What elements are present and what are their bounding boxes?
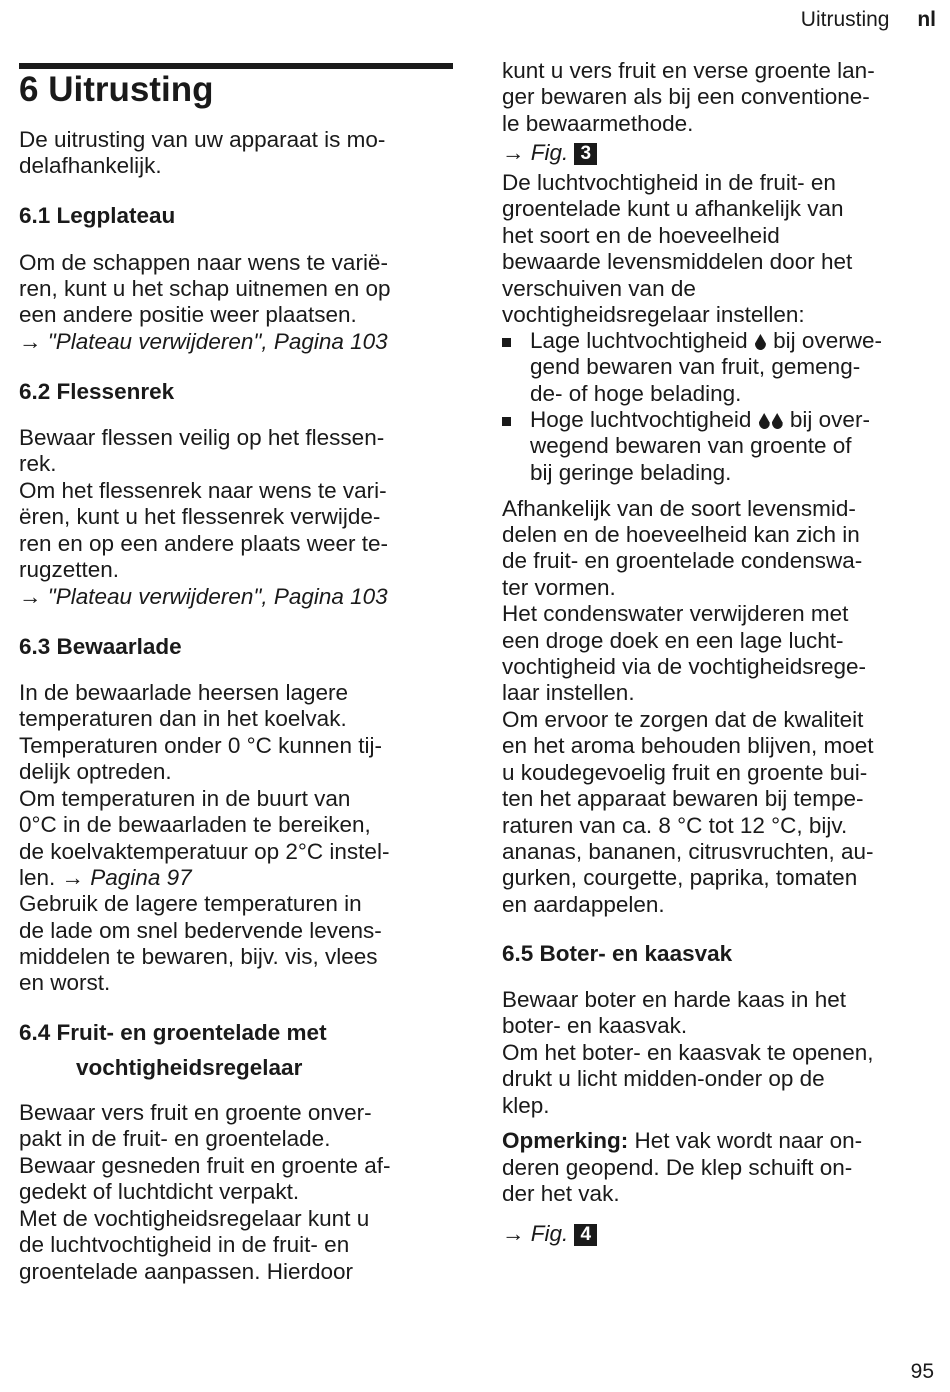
text-line: ananas, bananen, citrusvruchten, au- <box>502 839 874 864</box>
list-item <box>502 407 942 487</box>
text-line: gedekt of luchtdicht verpakt. <box>19 1179 300 1204</box>
text-line: en het aroma behouden blijven, moet <box>502 733 874 758</box>
text-line: groentelade aanpassen. Hierdoor <box>19 1259 353 1284</box>
text-line: de lade om snel bedervende levens- <box>19 918 382 943</box>
text-line: kunt u vers fruit en verse groente lan- <box>502 58 875 83</box>
text-line: Om ervoor te zorgen dat de kwaliteit <box>502 707 864 732</box>
text-line: verschuiven van de <box>502 276 696 301</box>
text-line: Afhankelijk van de soort levensmid- <box>502 496 856 521</box>
drop-icon <box>759 413 770 429</box>
page-reference-link[interactable]: → "Plateau verwijderen", Pagina 103 <box>19 329 388 354</box>
text-line: groentelade kunt u afhankelijk van <box>502 196 844 221</box>
figure-reference[interactable] <box>502 140 597 166</box>
text-line: u koudegevoelig fruit en groente bui- <box>502 760 868 785</box>
text-line: wegend bewaren van groente of <box>530 433 852 458</box>
text-line: bewaarde levensmiddelen door het <box>502 249 853 274</box>
text-line: Om de schappen naar wens te varië- <box>19 250 388 275</box>
text-line: gend bewaren van fruit, gemeng- <box>530 354 861 379</box>
page-reference-link[interactable]: → "Plateau verwijderen", Pagina 103 <box>19 584 388 609</box>
text-fragment: len. <box>19 865 62 890</box>
note-label: Opmerking: <box>502 1128 629 1153</box>
section-title-6-1: 6.1 Legplateau <box>19 203 176 228</box>
text-line <box>530 407 870 433</box>
text-line: Bewaar vers fruit en groente onver- <box>19 1100 372 1125</box>
header-section: Uitrusting <box>800 8 890 31</box>
section-title-6-3: 6.3 Bewaarlade <box>19 634 182 659</box>
text-line: gurken, courgette, paprika, tomaten <box>502 865 858 890</box>
text-line: der het vak. <box>502 1181 620 1206</box>
text-fragment: Lage luchtvochtigheid <box>530 328 754 353</box>
text-line: en aardappelen. <box>502 892 665 917</box>
text-line: ëren, kunt u het flessenrek verwijde- <box>19 504 381 529</box>
text-line: Gebruik de lagere temperaturen in <box>19 891 362 916</box>
text-line: rek. <box>19 451 57 476</box>
text-line: delafhankelijk. <box>19 153 162 178</box>
text-line: deren geopend. De klep schuift on- <box>502 1155 853 1180</box>
text-line: raturen van ca. 8 °C tot 12 °C, bijv. <box>502 813 848 838</box>
text-line: ren, kunt u het schap uitnemen en op <box>19 276 391 301</box>
drop-icon <box>772 413 783 429</box>
text-line: drukt u licht midden-onder op de <box>502 1066 825 1091</box>
text-line: Om het boter- en kaasvak te openen, <box>502 1040 874 1065</box>
note-line <box>502 1128 862 1154</box>
bullet-square <box>502 338 511 347</box>
list-item <box>502 328 942 408</box>
text-line: de koelvaktemperatuur op 2°C instel- <box>19 839 390 864</box>
figure-ref-label: → Fig. <box>502 1221 569 1246</box>
text-line: een droge doek en een lage lucht- <box>502 628 844 653</box>
text-line: de luchtvochtigheid in de fruit- en <box>19 1232 350 1257</box>
text-line: klep. <box>502 1093 550 1118</box>
text-line: Om temperaturen in de buurt van <box>19 786 351 811</box>
text-line: delijk optreden. <box>19 759 172 784</box>
text-line: temperaturen dan in het koelvak. <box>19 706 347 731</box>
section-title-6-2: 6.2 Flessenrek <box>19 379 175 404</box>
text-line: delen en de hoeveelheid kan zich in <box>502 522 860 547</box>
text-line: ter vormen. <box>502 575 616 600</box>
text-line: Bewaar gesneden fruit en groente af- <box>19 1153 391 1178</box>
text-line <box>530 328 882 354</box>
text-line: en worst. <box>19 970 111 995</box>
text-line: een andere positie weer plaatsen. <box>19 302 357 327</box>
figure-number-badge: 3 <box>574 143 597 165</box>
text-line: rugzetten. <box>19 557 120 582</box>
header-language: nl <box>917 8 936 31</box>
section-title-6-4-cont: vochtigheidsregelaar <box>76 1055 303 1080</box>
text-line: pakt in de fruit- en groentelade. <box>19 1126 331 1151</box>
text-line: ten het apparaat bewaren bij tempe- <box>502 786 864 811</box>
text-line: vochtigheid via de vochtigheidsrege- <box>502 654 866 679</box>
figure-reference[interactable] <box>502 1221 597 1247</box>
text-line: ger bewaren als bij een conventione- <box>502 84 870 109</box>
text-line: Met de vochtigheidsregelaar kunt u <box>19 1206 370 1231</box>
figure-ref-label: → Fig. <box>502 140 569 165</box>
section-title-6-4: 6.4 Fruit- en groentelade met <box>19 1020 327 1045</box>
text-line: de fruit- en groentelade condenswa- <box>502 548 863 573</box>
running-header <box>801 8 936 32</box>
text-line: vochtigheidsregelaar instellen: <box>502 302 805 327</box>
text-fragment: Het vak wordt naar on- <box>628 1128 863 1153</box>
text-line: le bewaarmethode. <box>502 111 694 136</box>
drop-icon <box>755 334 766 350</box>
text-line: de- of hoge belading. <box>530 381 742 406</box>
text-fragment: Hoge luchtvochtigheid <box>530 407 758 432</box>
text-line: Temperaturen onder 0 °C kunnen tij- <box>19 733 382 758</box>
text-line: Bewaar boter en harde kaas in het <box>502 987 846 1012</box>
text-line: laar instellen. <box>502 680 635 705</box>
text-line: Bewaar flessen veilig op het flessen- <box>19 425 385 450</box>
text-line <box>19 865 192 891</box>
text-fragment: bij overwe- <box>766 328 882 353</box>
text-fragment: bij over- <box>783 407 870 432</box>
page-number: 95 <box>910 1360 934 1383</box>
text-line: Om het flessenrek naar wens te vari- <box>19 478 387 503</box>
text-line: boter- en kaasvak. <box>502 1013 688 1038</box>
bullet-square <box>502 417 511 426</box>
text-line: bij geringe belading. <box>530 460 732 485</box>
text-line: De uitrusting van uw apparaat is mo- <box>19 127 386 152</box>
text-line: In de bewaarlade heersen lagere <box>19 680 348 705</box>
section-title-6-5: 6.5 Boter- en kaasvak <box>502 941 733 966</box>
text-line: middelen te bewaren, bijv. vis, vlees <box>19 944 378 969</box>
text-line: ren en op een andere plaats weer te- <box>19 531 388 556</box>
text-line: het soort en de hoeveelheid <box>502 223 780 248</box>
text-line: De luchtvochtigheid in de fruit- en <box>502 170 836 195</box>
chapter-title: 6 Uitrusting <box>19 70 214 109</box>
text-line: 0°C in de bewaarladen te bereiken, <box>19 812 371 837</box>
figure-number-badge: 4 <box>574 1224 597 1246</box>
text-line: Het condenswater verwijderen met <box>502 601 849 626</box>
page-reference-link[interactable]: → Pagina 97 <box>61 865 192 890</box>
chapter-rule <box>19 63 453 69</box>
